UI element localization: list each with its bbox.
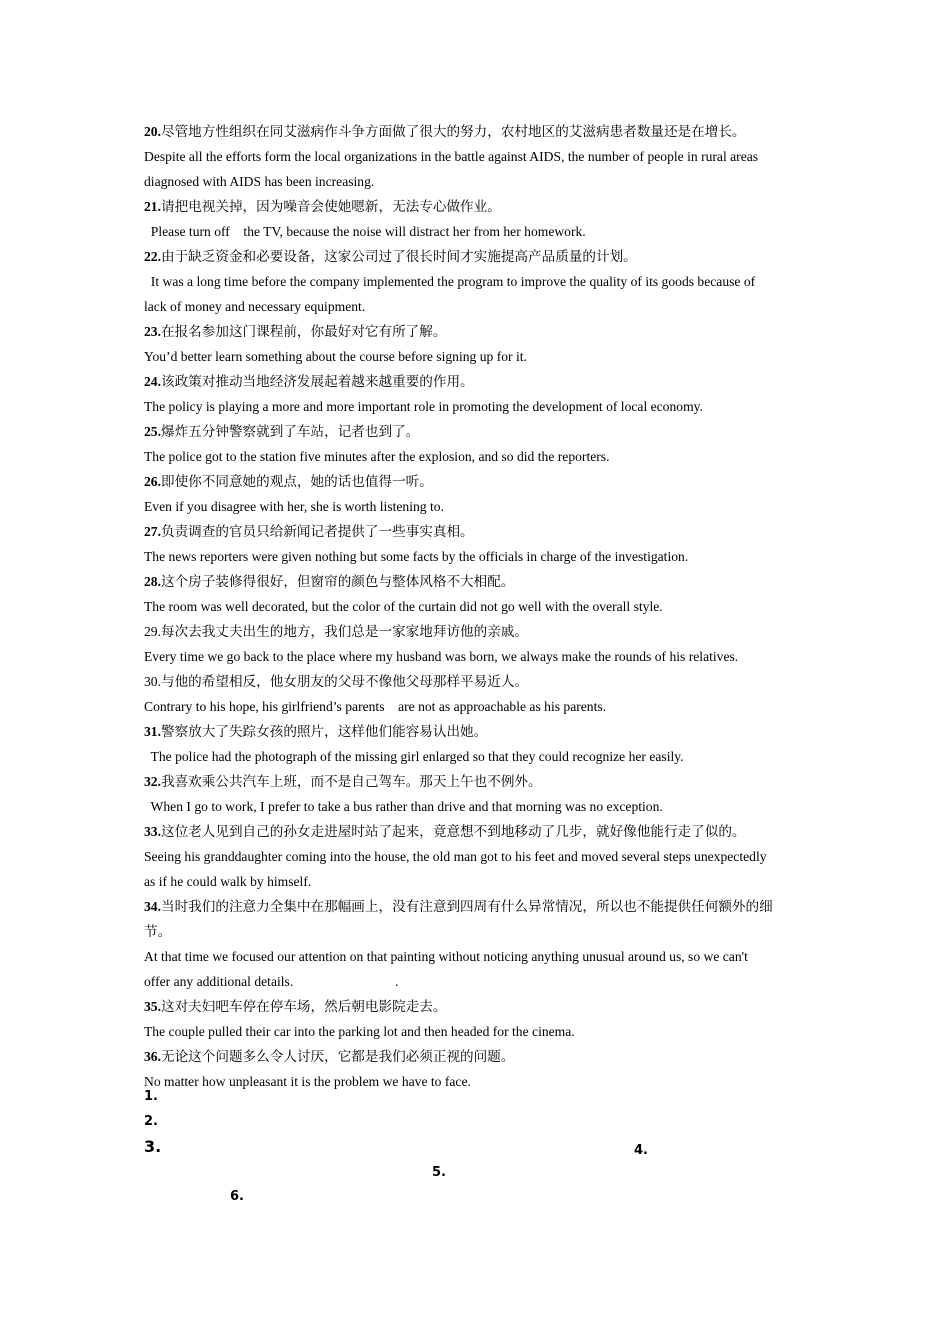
list-number-1: 1. (144, 1089, 158, 1104)
chinese-text: 这位老人见到自己的孙女走进屋时站了起来，竟意想不到地移动了几步，就好像他能行走了似的。 (161, 824, 746, 839)
chinese-text: 爆炸五分钟警察就到了车站，记者也到了。 (161, 424, 420, 439)
item-number: 34. (144, 899, 161, 914)
english-translation: The room was well decorated, but the color of the curtain did not go well with the overall style. (144, 599, 663, 614)
english-translation: At that time we focused our attention on that painting without noticing anything unusual around us, so we can't (144, 949, 748, 964)
english-translation: It was a long time before the company implemented the program to improve the quality of its goods because of (144, 274, 756, 289)
chinese-sentence (144, 769, 814, 794)
chinese-text: 在报名参加这门课程前，你最好对它有所了解。 (161, 324, 447, 339)
list-number-6: 6. (230, 1189, 244, 1204)
item-number: 31. (144, 724, 161, 739)
chinese-text: 该政策对推动当地经济发展起着越来越重要的作用。 (161, 374, 474, 389)
chinese-sentence (144, 369, 814, 394)
chinese-sentence (144, 619, 814, 644)
chinese-sentence (144, 519, 814, 544)
english-translation: The police had the photograph of the missing girl enlarged so that they could recognize her easily. (144, 749, 684, 764)
chinese-sentence (144, 419, 814, 444)
chinese-sentence (144, 1044, 814, 1069)
chinese-sentence (144, 469, 814, 494)
item-number: 28. (144, 574, 161, 589)
item-number: 26. (144, 474, 161, 489)
english-translation: Please turn off the TV, because the noise will distract her from her homework. (144, 224, 586, 239)
english-translation: lack of money and necessary equipment. (144, 299, 366, 314)
chinese-text: 这对夫妇吧车停在停车场，然后朝电影院走去。 (161, 999, 447, 1014)
english-translation: The couple pulled their car into the parking lot and then headed for the cinema. (144, 1024, 575, 1039)
item-number: 21. (144, 199, 161, 214)
chinese-sentence (144, 119, 814, 144)
item-number: 29. (144, 624, 161, 639)
item-number: 22. (144, 249, 161, 264)
english-translation: Despite all the efforts form the local organizations in the battle against AIDS, the number of people in rural areas (144, 149, 759, 164)
english-translation: Even if you disagree with her, she is worth listening to. (144, 499, 444, 514)
item-number: 25. (144, 424, 161, 439)
chinese-text: 每次去我丈夫出生的地方，我们总是一家家地拜访他的亲戚。 (161, 624, 529, 639)
chinese-text: 由于缺乏资金和必要设备，这家公司过了很长时间才实施提高产品质量的计划。 (161, 249, 637, 264)
chinese-text: 这个房子装修得很好，但窗帘的颜色与整体风格不大相配。 (161, 574, 515, 589)
english-translation: The policy is playing a more and more important role in promoting the development of local economy. (144, 399, 703, 414)
chinese-sentence (144, 569, 814, 594)
chinese-text: 负责调查的官员只给新闻记者提供了一些事实真相。 (161, 524, 474, 539)
list-number-4: 4. (634, 1143, 648, 1158)
item-number: 27. (144, 524, 161, 539)
item-number: 23. (144, 324, 161, 339)
chinese-text: 与他的希望相反，他女朋友的父母不像他父母那样平易近人。 (161, 674, 529, 689)
english-translation: Every time we go back to the place where my husband was born, we always make the rounds of his relatives. (144, 649, 739, 664)
chinese-sentence-continued: 节。 (144, 924, 172, 939)
chinese-text: 我喜欢乘公共汽车上班，而不是自己驾车。那天上午也不例外。 (161, 774, 542, 789)
chinese-sentence (144, 669, 814, 694)
english-translation: When I go to work, I prefer to take a bus rather than drive and that morning was no exception. (144, 799, 663, 814)
english-translation: as if he could walk by himself. (144, 874, 312, 889)
english-translation: No matter how unpleasant it is the problem we have to face. (144, 1074, 471, 1089)
chinese-sentence (144, 194, 814, 219)
chinese-sentence (144, 994, 814, 1019)
chinese-sentence (144, 719, 814, 744)
chinese-text: 警察放大了失踪女孩的照片，这样他们能容易认出她。 (161, 724, 488, 739)
translation-list (144, 119, 814, 1094)
item-number: 32. (144, 774, 161, 789)
item-number: 33. (144, 824, 161, 839)
english-translation: Seeing his granddaughter coming into the house, the old man got to his feet and moved several steps unexpectedly (144, 849, 767, 864)
item-number: 30. (144, 674, 161, 689)
chinese-sentence (144, 894, 814, 919)
chinese-text: 无论这个问题多么令人讨厌，它都是我们必须正视的问题。 (161, 1049, 515, 1064)
english-translation: You’d better learn something about the course before signing up for it. (144, 349, 527, 364)
chinese-sentence (144, 319, 814, 344)
english-translation: diagnosed with AIDS has been increasing. (144, 174, 375, 189)
item-number: 20. (144, 124, 161, 139)
chinese-text: 请把电视关掉，因为噪音会使她嗯新，无法专心做作业。 (161, 199, 501, 214)
english-translation: offer any additional details. . (144, 974, 399, 989)
chinese-text: 尽管地方性组织在同艾滋病作斗争方面做了很大的努力，农村地区的艾滋病患者数量还是在增长。 (161, 124, 746, 139)
item-number: 24. (144, 374, 161, 389)
list-number-5: 5. (432, 1165, 446, 1180)
english-translation: The news reporters were given nothing but some facts by the officials in charge of the investigation. (144, 549, 689, 564)
chinese-sentence (144, 819, 814, 844)
chinese-text: 当时我们的注意力全集中在那幅画上，没有注意到四周有什么异常情况，所以也不能提供任何额外的细 (161, 899, 773, 914)
chinese-sentence (144, 244, 814, 269)
item-number: 35. (144, 999, 161, 1014)
english-translation: Contrary to his hope, his girlfriend’s parents are not as approachable as his parents. (144, 699, 607, 714)
item-number: 36. (144, 1049, 161, 1064)
english-translation: The police got to the station five minutes after the explosion, and so did the reporters. (144, 449, 610, 464)
list-number-2: 2. (144, 1114, 158, 1129)
chinese-text: 即使你不同意她的观点，她的话也值得一听。 (161, 474, 433, 489)
list-number-3: 3. (144, 1137, 162, 1156)
